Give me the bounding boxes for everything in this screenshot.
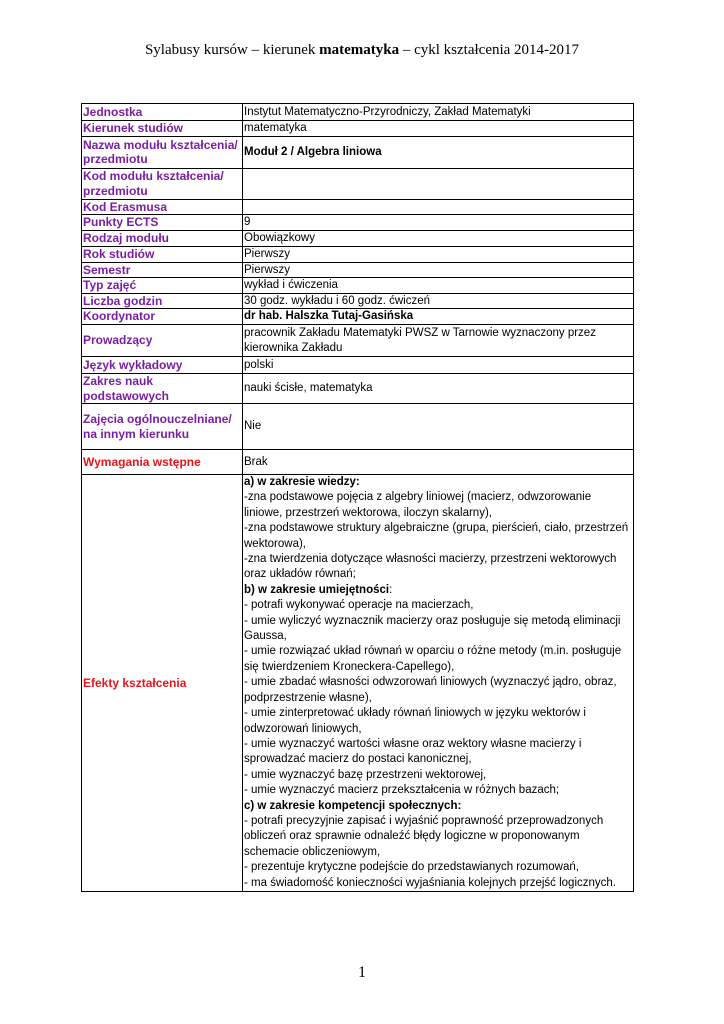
row-value: Pierwszy [243, 247, 634, 263]
row-label: Rodzaj modułu [82, 231, 243, 247]
row-value: Instytut Matematyczno-Przyrodniczy, Zakład Matematyki [243, 104, 634, 121]
skills-item: - umie wyliczyć wyznacznik macierzy oraz posługuje się metodą eliminacji Gaussa, [244, 614, 621, 643]
table-row [82, 357, 634, 374]
effects-content [243, 475, 634, 892]
header-suffix: – cykl kształcenia 2014-2017 [399, 42, 580, 58]
social-item: - potrafi precyzyjnie zapisać i wyjaśnić poprawność przeprowadzonych obliczeń oraz sprawnie odnaleźć błędy logiczne w proponowanym schemacie obliczeniowym, [244, 814, 604, 858]
skills-heading: b) w zakresie umiejętności [244, 583, 390, 596]
table-row [82, 404, 634, 450]
table-row [82, 121, 634, 137]
row-value: pracownik Zakładu Matematyki PWSZ w Tarnowie wyznaczony przez kierownika Zakładu [243, 325, 634, 357]
knowledge-item: -zna podstawowe struktury algebraiczne (grupa, pierścień, ciało, przestrzeń wektorowa), [244, 522, 629, 550]
row-value [243, 168, 634, 199]
skills-heading-colon: : [389, 583, 393, 596]
row-value: 9 [243, 215, 634, 231]
knowledge-heading: a) w zakresie wiedzy: [244, 476, 360, 488]
effects-label: Efekty kształcenia [82, 475, 243, 892]
row-value: Pierwszy [243, 262, 634, 278]
row-value: dr hab. Halszka Tutaj-Gasińska [243, 309, 634, 325]
row-label: Jednostka [82, 104, 243, 121]
skills-item: - umie wyznaczyć macierz przekształcenia w różnych bazach; [244, 784, 560, 797]
row-value: Moduł 2 / Algebra liniowa [243, 136, 634, 168]
row-label: Liczba godzin [82, 293, 243, 309]
row-label: Zakres nauk podstawowych [82, 374, 243, 404]
row-label: Prowadzący [82, 325, 243, 357]
row-value: nauki ścisłe, matematyka [243, 374, 634, 404]
row-value: matematyka [243, 121, 634, 137]
row-value: Obowiązkowy [243, 231, 634, 247]
row-value: Brak [243, 450, 634, 475]
skills-item: - umie zbadać własności odwzorowań liniowych (wyznaczyć jądro, obraz, podprzestrzenie własne), [244, 676, 617, 704]
table-row [82, 199, 634, 215]
row-value: 30 godz. wykładu i 60 godz. ćwiczeń [243, 293, 634, 309]
header-prefix: Sylabusy kursów – kierunek [144, 42, 320, 58]
table-row [82, 374, 634, 404]
social-item: - ma świadomość konieczności wyjaśniania kolejnych przejść logicznych. [244, 876, 616, 889]
row-label: Kierunek studiów [82, 121, 243, 137]
table-row [82, 104, 634, 121]
social-heading: c) w zakresie kompetencji społecznych: [244, 799, 462, 812]
table-row [82, 136, 634, 168]
row-label: Punkty ECTS [82, 215, 243, 231]
social-item: - prezentuje krytyczne podejście do przedstawianych rozumowań, [244, 861, 579, 874]
row-label: Nazwa modułu kształcenia/ przedmiotu [82, 136, 243, 168]
skills-item: - potrafi wykonywać operacje na macierzach, [244, 599, 474, 612]
row-label: Koordynator [82, 309, 243, 325]
row-label: Kod modułu kształcenia/ przedmiotu [82, 168, 243, 199]
row-label: Semestr [82, 262, 243, 278]
table-row [82, 293, 634, 309]
table-row [82, 325, 634, 357]
effects-row [82, 475, 634, 892]
table-row [82, 309, 634, 325]
table-row [82, 231, 634, 247]
row-label: Typ zajęć [82, 278, 243, 294]
syllabus-table [81, 103, 634, 892]
skills-item: - umie zinterpretować układy równań liniowych w języku wektorów i odwzorowań liniowych, [244, 707, 586, 735]
table-row [82, 168, 634, 199]
row-value: wykład i ćwiczenia [243, 278, 634, 294]
table-row [82, 450, 634, 475]
knowledge-item: -zna podstawowe pojęcia z algebry liniowej (macierz, odwzorowanie liniowe, przestrzeń wektorowa, iloczyn skalarny), [244, 491, 592, 519]
table-row [82, 215, 634, 231]
table-row [82, 262, 634, 278]
header-field: matematyka [319, 42, 400, 58]
row-value: polski [243, 357, 634, 374]
row-value [243, 199, 634, 215]
page-number: 1 [358, 964, 366, 981]
table-row [82, 247, 634, 263]
knowledge-item: -zna twierdzenia dotyczące własności macierzy, przestrzeni wektorowych oraz układów równań; [244, 553, 617, 581]
table-row [82, 278, 634, 294]
row-label: Język wykładowy [82, 357, 243, 374]
page-header [0, 42, 724, 59]
skills-heading-line [244, 583, 632, 598]
skills-item: - umie wyznaczyć wartości własne oraz wektory własne macierzy i sprowadzać macierz do postaci kanonicznej, [244, 737, 582, 766]
row-label: Rok studiów [82, 247, 243, 263]
skills-item: - umie wyznaczyć bazę przestrzeni wektorowej, [244, 768, 487, 781]
skills-item: - umie rozwiązać układ równań w oparciu o różne metody (m.in. posługuje się twierdzeniem Kroneckera-Capellego), [244, 645, 622, 673]
row-value: Nie [243, 404, 634, 450]
row-label: Zajęcia ogólnouczelniane/ na innym kierunku [82, 404, 243, 450]
row-label: Kod Erasmusa [82, 199, 243, 215]
row-label: Wymagania wstępne [82, 450, 243, 475]
